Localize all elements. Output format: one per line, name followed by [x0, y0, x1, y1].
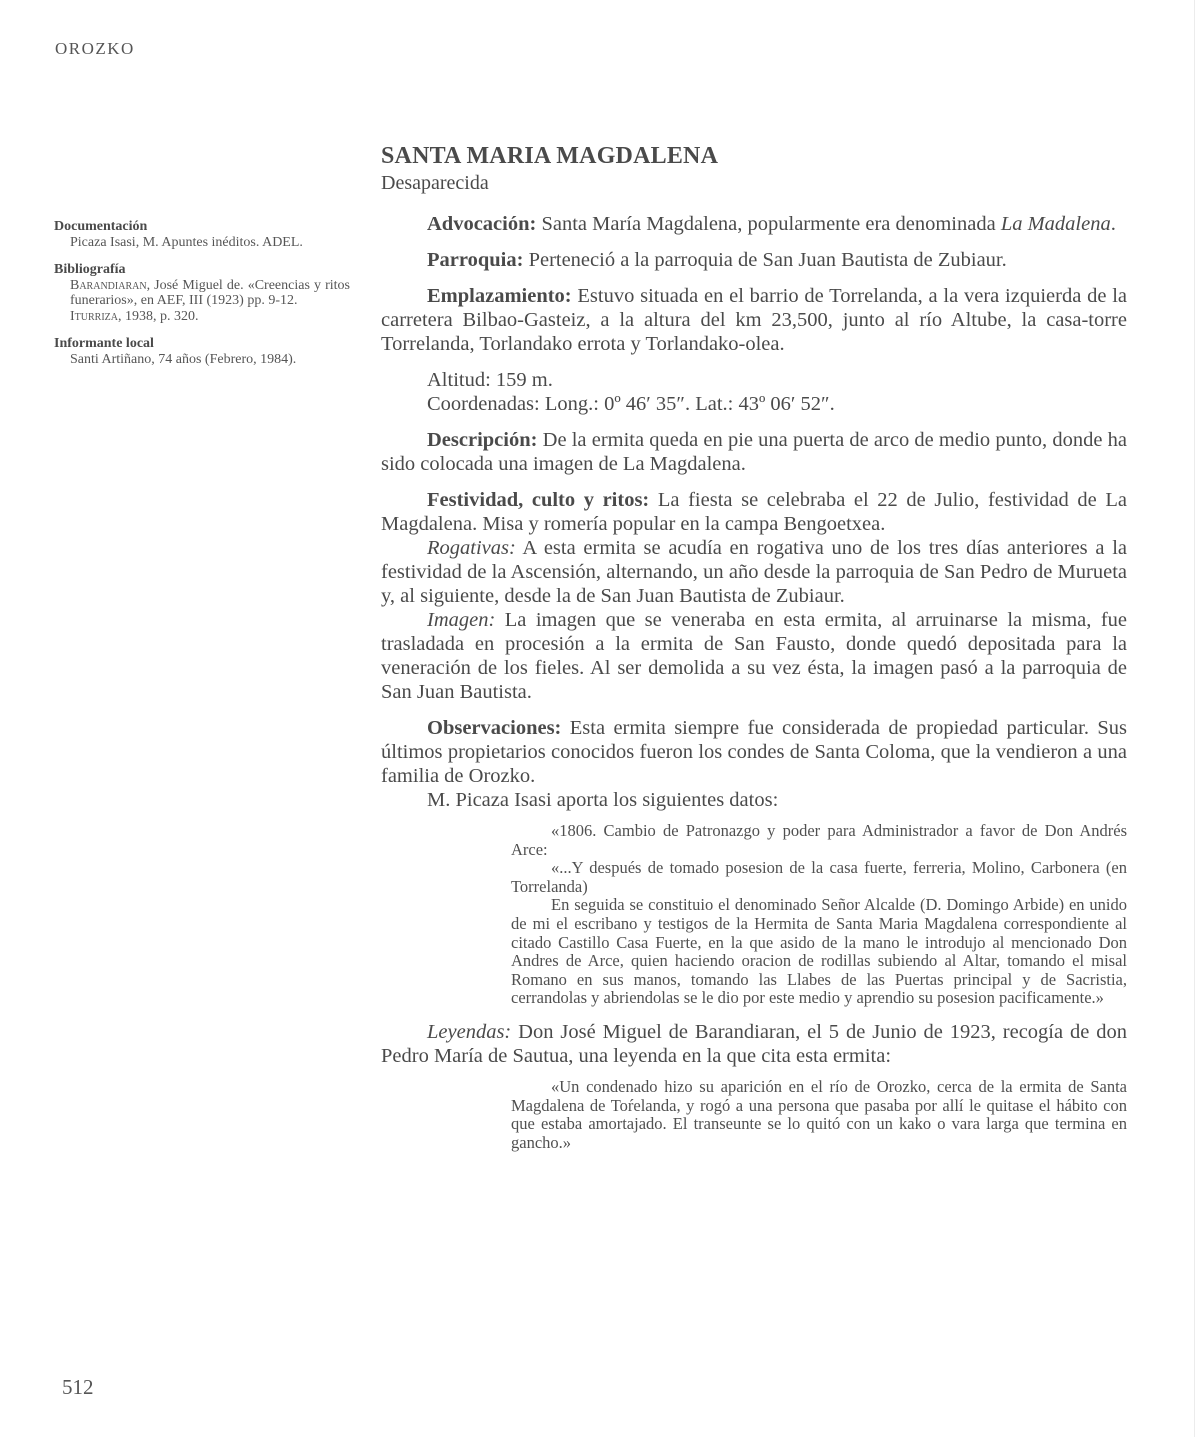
imagen-label: Imagen:	[427, 609, 496, 631]
rogativas-paragraph	[381, 536, 1127, 608]
documentacion-text: Picaza Isasi, M. Apuntes inéditos. ADEL.	[70, 234, 303, 250]
running-head: OROZKO	[55, 39, 135, 58]
documentacion-block	[54, 219, 350, 250]
legend-quote	[511, 1078, 1127, 1152]
bibliografia-entry	[70, 278, 350, 309]
advocacion-italic: La Madalena	[1000, 213, 1111, 235]
emplazamiento-text: Estuvo situada en el barrio de Torrelanda, a la vera izquierda de la carretera Bilbao-Gasteiz, a la altura del km 23,500, junto al río Altube, la casa-torre Torrelanda, Torlandako errota y Torlandako-olea.	[381, 285, 1127, 355]
page-number: 512	[62, 1375, 94, 1399]
parroquia-label: Parroquia:	[427, 249, 524, 271]
descripcion-paragraph	[381, 428, 1127, 476]
bibliografia-rest: , José Miguel de. «Creencias y ritos funerarios», en AEF, III (1923) pp. 9-12.	[70, 277, 350, 308]
documentacion-heading: Documentación	[54, 219, 148, 234]
page-subtitle: Desaparecida	[381, 172, 489, 194]
archival-quote	[511, 822, 1127, 1008]
bibliografia-block	[54, 262, 350, 324]
legend-quote-text: «Un condenado hizo su aparición en el río de Orozko, cerca de la ermita de Santa Magdalena de Toŕelanda, y rogó a una persona que pasaba por allí le quitase el hábito con que estaba amortajado. El transeunte se lo quitó con un kako o vara larga que termina en gancho.»	[511, 1076, 1127, 1152]
bibliografia-entry	[70, 309, 350, 325]
bibliografia-author: Iturriza	[70, 308, 118, 324]
picaza-intro: M. Picaza Isasi aporta los siguientes datos:	[427, 789, 779, 811]
leyendas-label: Leyendas:	[427, 1020, 512, 1043]
observaciones-label: Observaciones:	[427, 717, 562, 739]
advocacion-paragraph	[381, 212, 1127, 236]
sidebar-notes	[54, 219, 350, 379]
quote-paragraph: «...Y después de tomado posesion de la casa fuerte, ferreria, Molino, Carbonera (en Torrelanda)	[511, 858, 1127, 896]
observaciones-text: Esta ermita siempre fue considerada de propiedad particular. Sus últimos propietarios conocidos fueron los condes de Santa Coloma, que la vendieron a una familia de Orozko.	[381, 717, 1127, 787]
descripcion-text: De la ermita queda en pie una puerta de arco de medio punto, donde ha sido colocada una imagen de La Magdalena.	[381, 429, 1127, 475]
bibliografia-heading: Bibliografía	[54, 262, 126, 277]
quote-paragraph: «1806. Cambio de Patronazgo y poder para Administrador a favor de Don Andrés Arce:	[511, 821, 1127, 859]
leyendas-text: Don José Miguel de Barandiaran, el 5 de Junio de 1923, recogía de don Pedro María de Sautua, una leyenda en la que cita esta ermita:	[381, 1020, 1127, 1067]
coordenadas-line: Coordenadas: Long.: 0º 46′ 35″. Lat.: 43º 06′ 52″.	[427, 393, 835, 415]
rogativas-text: A esta ermita se acudía en rogativa uno de los tres días anteriores a la festividad de la Ascensión, alternando, un año desde la parroquia de San Pedro de Murueta y, al siguiente, desde la de San Juan Bautista de Zubiaur.	[381, 537, 1127, 607]
altitud-line: Altitud: 159 m.	[427, 369, 553, 391]
page-title: SANTA MARIA MAGDALENA	[381, 143, 719, 169]
descripcion-label: Descripción:	[427, 429, 538, 451]
festividad-label: Festividad, culto y ritos:	[427, 489, 650, 511]
main-text	[381, 141, 1127, 1164]
emplazamiento-label: Emplazamiento:	[427, 285, 572, 307]
imagen-paragraph	[381, 608, 1127, 704]
festividad-text: La fiesta se celebraba el 22 de Julio, festividad de La Magdalena. Misa y romería popular en la campa Bengoetxea.	[381, 489, 1127, 535]
parroquia-text: Perteneció a la parroquia de San Juan Bautista de Zubiaur.	[523, 249, 1007, 271]
parroquia-paragraph	[381, 248, 1127, 272]
advocacion-text: Santa María Magdalena, popularmente era denominada	[536, 213, 1001, 235]
bibliografia-author: Barandiaran	[70, 277, 147, 293]
observaciones-paragraph	[381, 716, 1127, 788]
bibliografia-rest: , 1938, p. 320.	[118, 308, 199, 324]
advocacion-end: .	[1110, 213, 1116, 235]
informante-heading: Informante local	[54, 336, 154, 351]
page-edge-line	[1194, 0, 1195, 1437]
emplazamiento-paragraph	[381, 284, 1127, 356]
leyendas-paragraph	[381, 1020, 1127, 1068]
festividad-paragraph	[381, 488, 1127, 536]
informante-block	[54, 336, 350, 367]
quote-paragraph: En seguida se constituio el denominado Señor Alcalde (D. Domingo Arbide) en unido de mi el escribano y testigos de la Hermita de Santa Maria Magdalena correspondiente al citado Castillo Casa Fuerte, en la que asido de la mano le introdujo al mencionado Don Andres de Arce, quien haciendo oracion de rodillas subiendo al Altar, tomando el misal Romano en sus manos, tomando las Llabes de las Puertas principal y de Sacristia, cerrandolas y abriendolas se le dio por este medio y aprendio su posesion pacificamente.»	[511, 895, 1127, 1008]
imagen-text: La imagen que se veneraba en esta ermita, al arruinarse la misma, fue trasladada en procesión a la ermita de San Fausto, donde quedó depositada para la veneración de los fieles. Al ser demolida a su vez ésta, la imagen pasó a la parroquia de San Juan Bautista.	[381, 609, 1127, 703]
rogativas-label: Rogativas:	[427, 537, 516, 559]
informante-text: Santi Artiñano, 74 años (Febrero, 1984).	[70, 351, 297, 367]
advocacion-label: Advocación:	[427, 213, 537, 235]
